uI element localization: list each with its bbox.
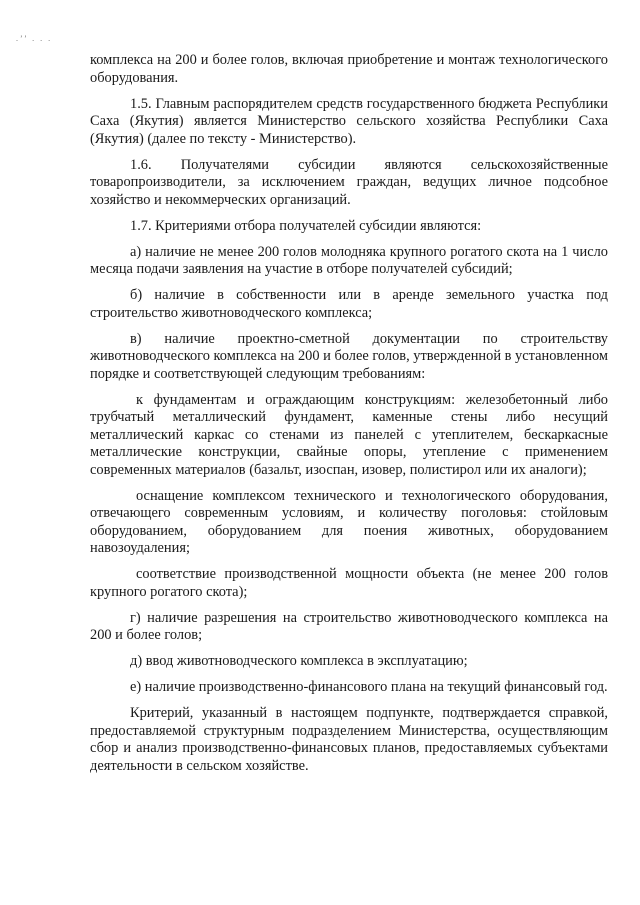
requirement-capacity: соответствие производственной мощности объекта (не менее 200 голов крупного рогатого скота); [90,566,608,600]
paragraph-1-7: 1.7. Критериями отбора получателей субсидии являются: [130,217,482,234]
criterion-v: в) наличие проектно-сметной документации по строительству животноводческого комплекса на 200 и более голов, утвержденной в установленном порядке и соответствующей следующим требованиям: [90,330,608,382]
paragraph-1-5: 1.5. Главным распорядителем средств государственного бюджета Республики Саха (Якутия) является Министерство сельского хозяйства Республики Саха (Якутия) (далее по тексту - Министерство). [90,95,608,147]
paragraph-continuation: комплекса на 200 и более голов, включая приобретение и монтаж технологического оборудования. [90,52,608,86]
criterion-b: б) наличие в собственности или в аренде земельного участка под строительство животноводческого комплекса; [90,287,608,321]
requirement-foundations: к фундаментам и ограждающим конструкциям: железобетонный либо трубчатый металлический фундамент, каменные стены либо несущий металлический каркас со стенами из панелей с утеплителем, бескаркасные металлические конструкции, свайные опоры, утепление с применением современных материалов (базальт, изоспан, изовер, полистирол или их аналоги); [90,391,608,478]
criterion-g: г) наличие разрешения на строительство животноводческого комплекса на 200 и более голов; [90,609,608,643]
criterion-d: д) ввод животноводческого комплекса в эксплуатацию; [130,653,468,669]
criterion-e: е) наличие производственно-финансового плана на текущий финансовый год. [130,679,608,695]
corner-mark: .’’ . . . [16,34,53,43]
document-body [90,52,608,784]
requirement-equipment: оснащение комплексом технического и технологического оборудования, отвечающего современным условиям, и количеству поголовья: стойловым оборудованием, оборудованием для поения животных, оборудованием навозоудаления; [90,487,608,556]
criterion-a: а) наличие не менее 200 голов молодняка крупного рогатого скота на 1 число месяца подачи заявления на участие в отборе получателей субсидий; [90,243,608,277]
criterion-confirmation: Критерий, указанный в настоящем подпункте, подтверждается справкой, предоставляемой структурным подразделением Министерства, осуществляющим сбор и анализ производственно-финансовых планов, предоставляемых субъектами деятельности в сельском хозяйстве. [90,705,608,774]
paragraph-1-6: 1.6. Получателями субсидии являются сельскохозяйственные товаропроизводители, за исключением граждан, ведущих личное подсобное хозяйство и некоммерческих организаций. [90,156,608,208]
